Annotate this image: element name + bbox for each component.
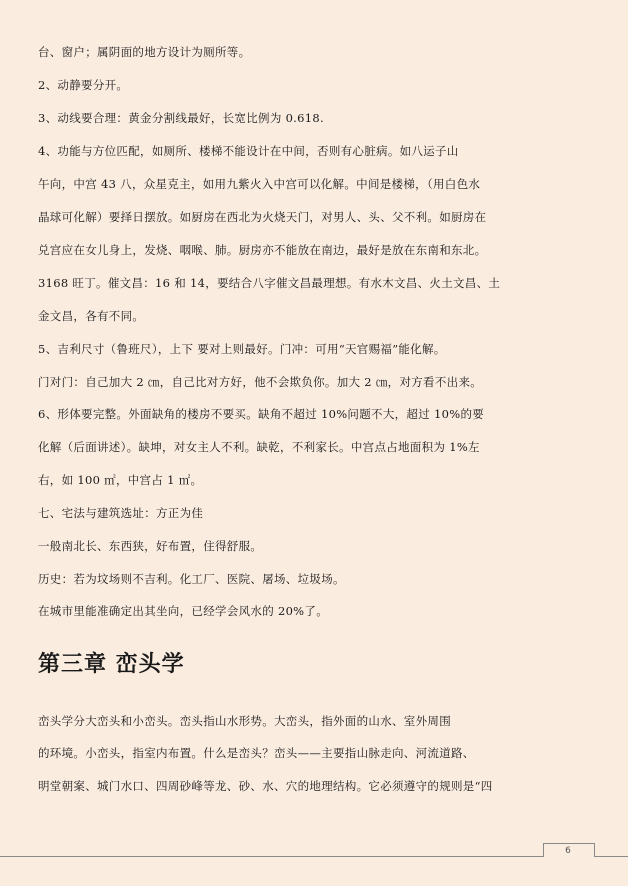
text-line: 门对门：自己加大 2 ㎝，自己比对方好，他不会欺负你。加大 2 ㎝，对方看不出来。 [38, 375, 483, 389]
text-line: 峦头学分大峦头和小峦头。峦头指山水形势。大峦头，指外面的山水、室外周围 [38, 714, 451, 728]
text-line: 右，如 100 ㎡，中宫占 1 ㎡。 [38, 473, 203, 487]
text-line: 历史：若为坟场则不吉利。化工厂、医院、屠场、垃圾场。 [38, 572, 345, 586]
text-line: 的环境。小峦头，指室内布置。什么是峦头？峦头——主要指山脉走向、河流道路、 [38, 746, 475, 760]
text-line: 6、形体要完整。外面缺角的楼房不要买。缺角不超过 10%问题不大，超过 10%的要 [38, 407, 485, 421]
text-line: 4、功能与方位匹配，如厕所、楼梯不能设计在中间，否则有心脏病。如八运子山 [38, 144, 459, 158]
text-line: 兑宫应在女儿身上，发烧、咽喉、肺。厨房亦不能放在南边，最好是放在东南和东北。 [38, 243, 487, 257]
text-line: 台、窗户；属阴面的地方设计为厕所等。 [38, 45, 251, 59]
text-line: 3、动线要合理：黄金分割线最好，长宽比例为 0.618. [38, 111, 324, 125]
text-line: 一般南北长、东西狭，好布置，住得舒服。 [38, 539, 263, 553]
text-line: 3168 旺丁。催文昌：16 和 14，要结合八字催文昌最理想。有水木文昌、火土文昌、土 [38, 276, 501, 290]
section-heading: 七、宅法与建筑选址：方正为佳 [38, 506, 204, 520]
text-line: 在城市里能准确定出其坐向，已经学会风水的 20%了。 [38, 604, 329, 618]
footer-rule [0, 856, 628, 857]
page-number: 6 [565, 846, 571, 856]
chapter-title: 第三章 峦头学 [38, 652, 185, 677]
text-line: 化解（后面讲述）。缺坤，对女主人不利。缺乾，不利家长。中宫点占地面积为 1%左 [38, 440, 480, 454]
text-line: 明堂朝案、城门水口、四周砂峰等龙、砂、水、穴的地理结构。它必须遵守的规则是“四 [38, 779, 493, 793]
text-line: 2、动静要分开。 [38, 78, 129, 92]
text-line: 晶球可化解）要择日摆放。如厨房在西北为火烧天门，对男人、头、父不利。如厨房在 [38, 210, 487, 224]
text-line: 午向，中宫 43 八，众星克主，如用九紫火入中宫可以化解。中间是楼梯，（用白色水 [38, 177, 481, 191]
text-line: 5、吉利尺寸（鲁班尺），上下 要对上则最好。门冲：可用“天官赐福”能化解。 [38, 342, 446, 356]
text-line: 金文昌，各有不同。 [38, 309, 145, 323]
